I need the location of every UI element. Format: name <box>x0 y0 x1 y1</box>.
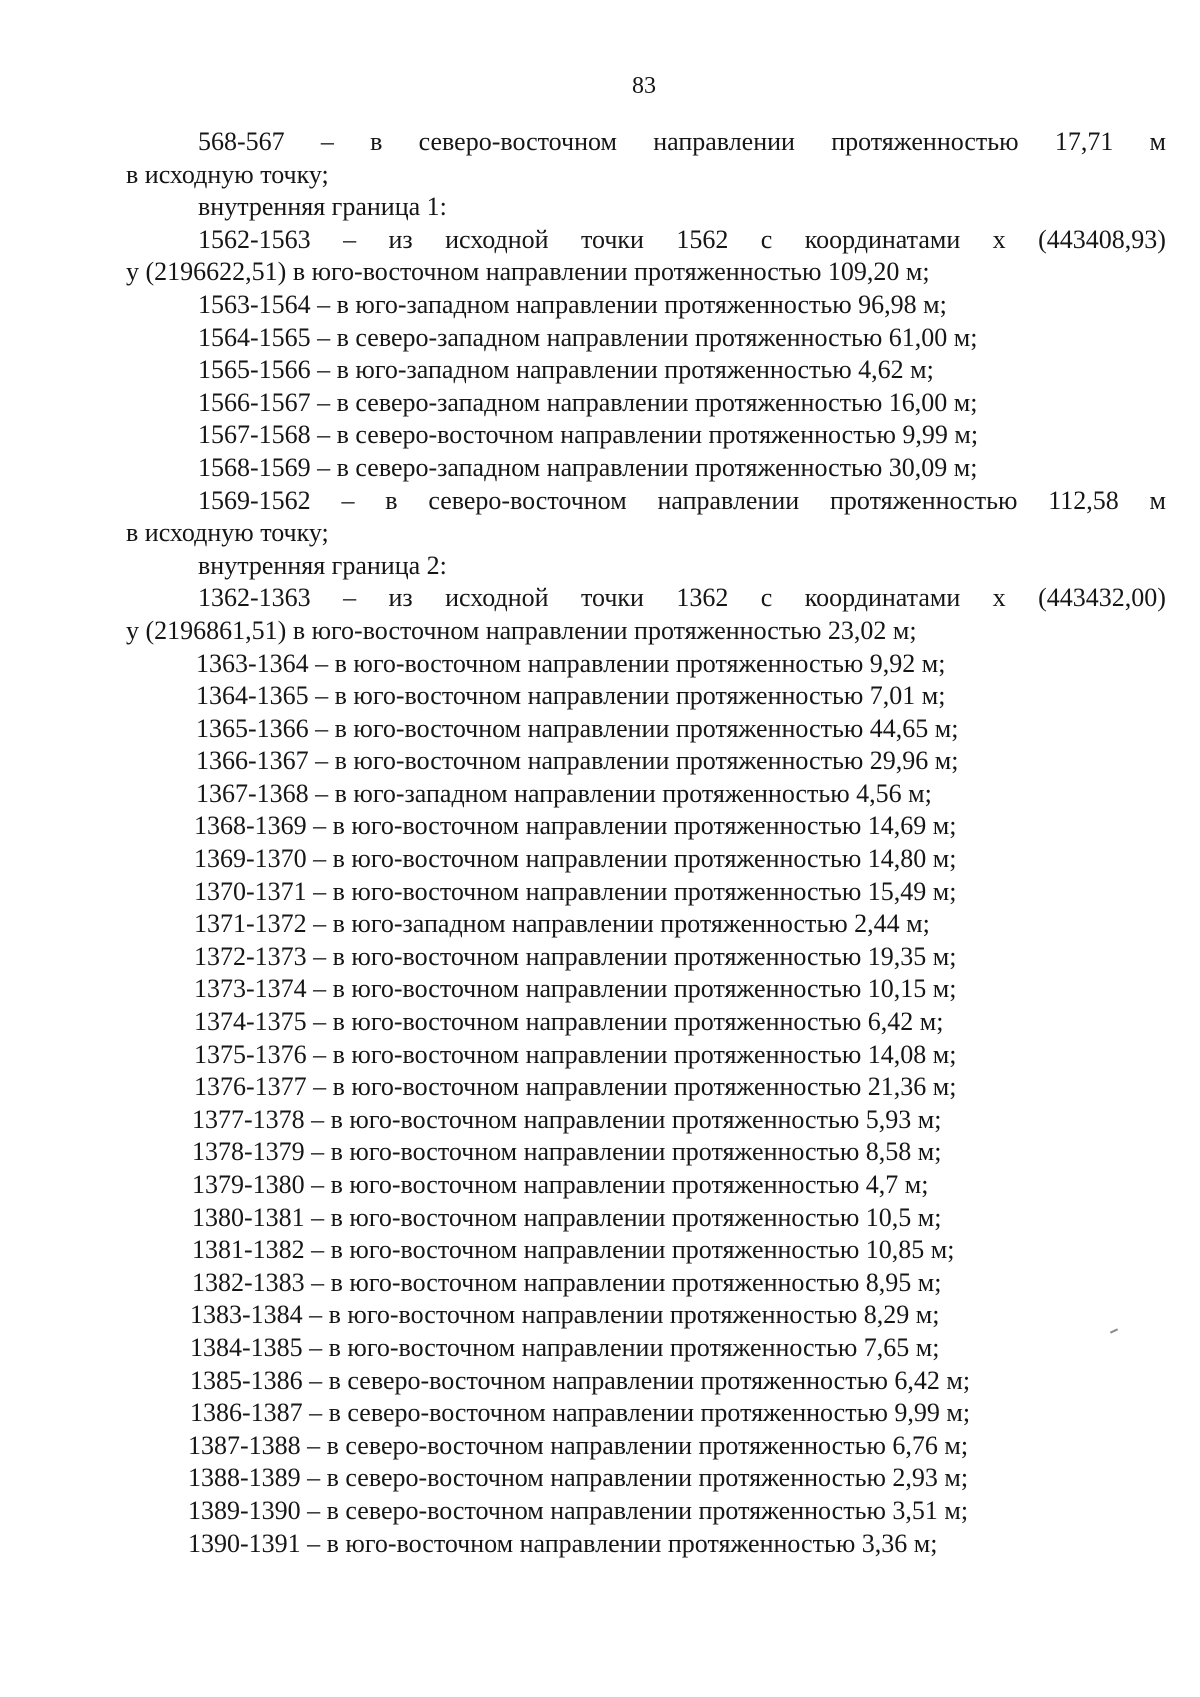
continuation-line: в исходную точку; <box>126 159 329 189</box>
segment-line: 1567-1568 – в северо-восточном направлении протяженностью 9,99 м; <box>198 420 979 450</box>
word: из <box>388 224 413 254</box>
segment-id: 568-567 <box>198 127 285 156</box>
dash: – <box>341 485 355 515</box>
segment-line: 1369-1370 – в юго-восточном направлении протяженностью 14,80 м; <box>194 844 957 874</box>
segment-line: 1368-1369 – в юго-восточном направлении протяженностью 14,69 м; <box>194 811 957 841</box>
segment-line: 1379-1380 – в юго-восточном направлении протяженностью 4,7 м; <box>192 1170 929 1199</box>
word: координатами <box>804 224 961 254</box>
word: в <box>385 485 398 515</box>
segment-line: 1378-1379 – в юго-восточном направлении протяженностью 8,58 м; <box>192 1137 942 1167</box>
start-point-line <box>126 582 1166 615</box>
document-body <box>126 126 1166 1560</box>
segment-line: 1383-1384 – в юго-восточном направлении протяженностью 8,29 м; <box>190 1300 940 1330</box>
continuation-line: в исходную точку; <box>126 518 329 548</box>
segment-line: 1367-1368 – в юго-западном направлении протяженностью 4,56 м; <box>196 778 932 808</box>
segment-id: 1362-1363 <box>198 583 311 613</box>
point-id: 1362 <box>676 583 729 613</box>
word: протяженностью <box>830 485 1018 515</box>
segment-id: 1562-1563 <box>198 224 311 254</box>
segment-line: 1387-1388 – в северо-восточном направлении протяженностью 6,76 м; <box>188 1430 969 1460</box>
word: северо-восточном <box>428 485 627 515</box>
word: протяженностью <box>831 127 1019 156</box>
unit: м <box>1149 485 1166 515</box>
segment-line: 1390-1391 – в юго-восточном направлении протяженностью 3,36 м; <box>188 1528 938 1558</box>
segment-line: 1375-1376 – в юго-восточном направлении протяженностью 14,08 м; <box>194 1039 957 1069</box>
length-value: 17,71 <box>1054 127 1114 156</box>
segment-line: 1382-1383 – в юго-восточном направлении протяженностью 8,95 м; <box>192 1267 942 1297</box>
continuation-line: у (2196622,51) в юго-восточном направлении протяженностью 109,20 м; <box>126 257 930 287</box>
word: в <box>370 127 383 156</box>
coordinate-x: (443408,93) <box>1038 224 1166 254</box>
word: точки <box>580 583 644 613</box>
segment-line: 1389-1390 – в северо-восточном направлении протяженностью 3,51 м; <box>188 1495 969 1525</box>
section-heading: внутренняя граница 2: <box>198 550 447 580</box>
segment-line: 1568-1569 – в северо-западном направлении протяженностью 30,09 м; <box>198 452 978 482</box>
continuation-line: у (2196861,51) в юго-восточном направлении протяженностью 23,02 м; <box>126 615 917 645</box>
segment-line: 1388-1389 – в северо-восточном направлении протяженностью 2,93 м; <box>188 1463 969 1493</box>
unit: м <box>1149 127 1166 156</box>
start-point-line <box>126 224 1166 257</box>
segment-line: 1381-1382 – в юго-восточном направлении протяженностью 10,85 м; <box>192 1235 955 1265</box>
dash: – <box>343 224 357 254</box>
segment-line: 1564-1565 – в северо-западном направлении протяженностью 61,00 м; <box>198 322 978 352</box>
segment-line: 1565-1566 – в юго-западном направлении протяженностью 4,62 м; <box>198 355 934 385</box>
outer-boundary-closing-line <box>126 126 1166 159</box>
segment-line: 1370-1371 – в юго-восточном направлении протяженностью 15,49 м; <box>194 876 957 906</box>
word: северо-восточном <box>418 127 617 156</box>
coordinate-x: (443432,00) <box>1038 583 1166 613</box>
segment-line: 1380-1381 – в юго-восточном направлении протяженностью 10,5 м; <box>192 1202 942 1232</box>
word: с <box>760 224 773 254</box>
point-id: 1562 <box>676 224 729 254</box>
segment-line: 1377-1378 – в юго-восточном направлении протяженностью 5,93 м; <box>192 1104 942 1134</box>
segment-line: 1373-1374 – в юго-восточном направлении протяженностью 10,15 м; <box>194 974 957 1004</box>
word: направлении <box>657 485 800 515</box>
section-heading: внутренняя граница 1: <box>198 192 447 222</box>
segment-line: 1384-1385 – в юго-восточном направлении протяженностью 7,65 м; <box>190 1332 940 1362</box>
segment-line: 1376-1377 – в юго-восточном направлении протяженностью 21,36 м; <box>194 1072 957 1102</box>
segment-line: 1363-1364 – в юго-восточном направлении протяженностью 9,92 м; <box>196 648 946 678</box>
segment-line: 1385-1386 – в северо-восточном направлении протяженностью 6,42 м; <box>190 1365 971 1395</box>
dash: – <box>343 583 357 613</box>
word: исходной <box>445 583 549 613</box>
word: координатами <box>804 583 961 613</box>
segment-line: 1386-1387 – в северо-восточном направлении протяженностью 9,99 м; <box>190 1398 971 1428</box>
word: из <box>388 583 413 613</box>
word: х <box>992 224 1006 254</box>
segment-line: 1374-1375 – в юго-восточном направлении протяженностью 6,42 м; <box>194 1007 944 1037</box>
segment-id: 1569-1562 <box>198 485 311 515</box>
segment-line: 1566-1567 – в северо-западном направлении протяженностью 16,00 м; <box>198 387 978 417</box>
word: точки <box>580 224 644 254</box>
segment-line: 1366-1367 – в юго-восточном направлении протяженностью 29,96 м; <box>196 746 959 776</box>
closing-segment-line <box>126 485 1166 518</box>
word: исходной <box>445 224 549 254</box>
segment-line: 1365-1366 – в юго-восточном направлении протяженностью 44,65 м; <box>196 713 959 743</box>
segment-line: 1372-1373 – в юго-восточном направлении протяженностью 19,35 м; <box>194 941 957 971</box>
segment-line: 1364-1365 – в юго-восточном направлении протяженностью 7,01 м; <box>196 681 946 711</box>
word: х <box>992 583 1006 613</box>
dash: – <box>320 127 334 156</box>
word: с <box>760 583 773 613</box>
segment-line: 1563-1564 – в юго-западном направлении протяженностью 96,98 м; <box>198 289 947 319</box>
segment-line: 1371-1372 – в юго-западном направлении протяженностью 2,44 м; <box>194 909 930 939</box>
page-number: 83 <box>632 73 656 99</box>
word: направлении <box>653 127 795 156</box>
length-value: 112,58 <box>1048 485 1119 515</box>
